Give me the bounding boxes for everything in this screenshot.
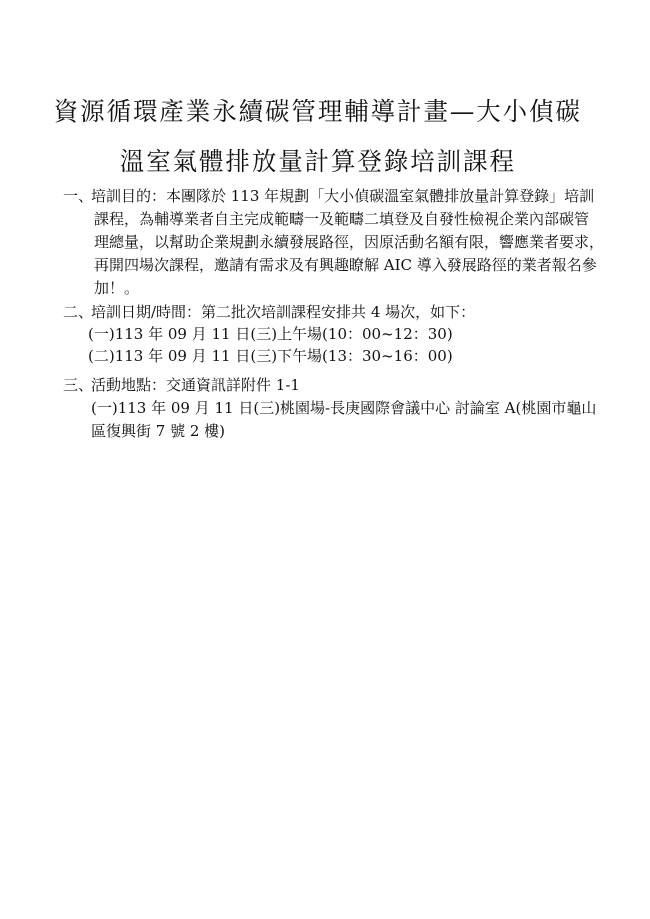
paragraph-line: 加！。 <box>94 279 140 297</box>
paragraph-line: 理總量，以幫助企業規劃永續發展路徑，因原活動名額有限，響應業者要求， <box>94 233 605 251</box>
section-number: 三、 <box>63 376 94 394</box>
document-title-line1: 資源循環產業永續碳管理輔導計畫—大小偵碳 <box>53 97 582 126</box>
venue-item: (一)113 年 09 月 11 日(三)桃園場-長庚國際會議中心 討論室 A(桃園市龜山 <box>91 399 597 417</box>
section-heading: 培訓日期/時間：第二批次培訓課程安排共 4 場次，如下： <box>91 303 476 321</box>
paragraph-line: 再開四場次課程，邀請有需求及有興趣瞭解 AIC 導入發展路徑的業者報名參 <box>94 256 597 274</box>
section-number: 一、 <box>63 187 94 205</box>
schedule-item: (二)113 年 09 月 11 日(三)下午場(13：30~16：00) <box>88 347 453 365</box>
venue-item: 區復興街 7 號 2 樓) <box>91 422 226 440</box>
section-number: 二、 <box>63 303 94 321</box>
paragraph-line: 課程，為輔導業者自主完成範疇一及範疇二填登及自發性檢視企業內部碳管 <box>94 210 590 228</box>
paragraph-line: 培訓目的：本團隊於 113 年規劃「大小偵碳溫室氣體排放量計算登錄」培訓 <box>91 187 595 205</box>
document-title-line2: 溫室氣體排放量計算登錄培訓課程 <box>119 147 516 176</box>
section-heading: 活動地點：交通資訊詳附件 1-1 <box>91 376 300 394</box>
schedule-item: (一)113 年 09 月 11 日(三)上午場(10：00~12：30) <box>88 325 453 343</box>
